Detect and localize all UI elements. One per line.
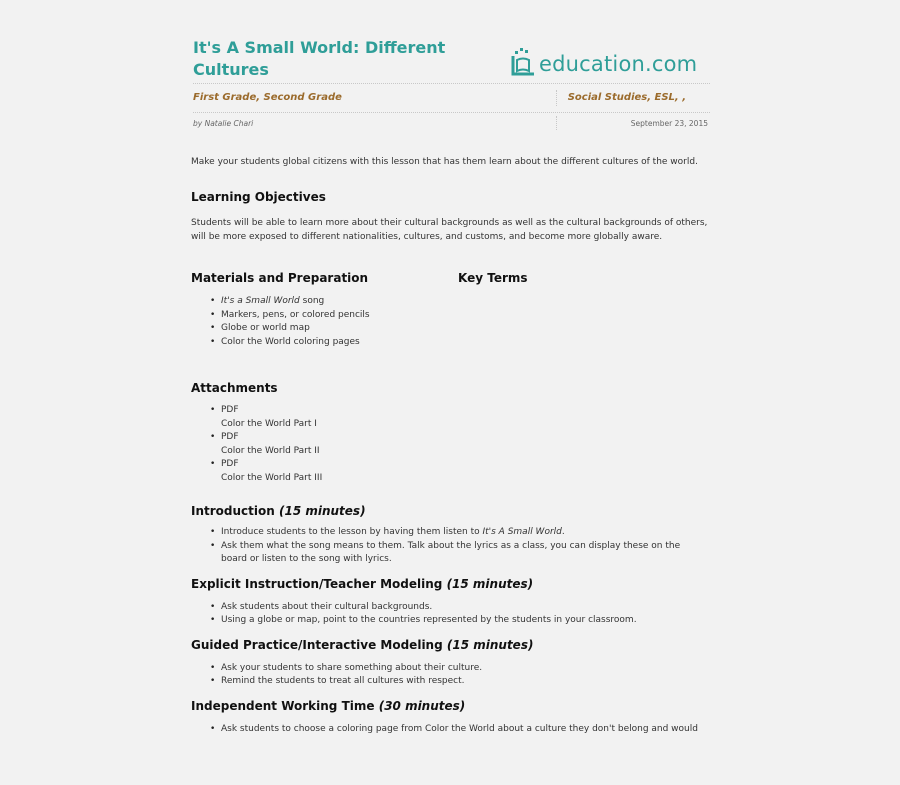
- lesson-content: [191, 155, 711, 736]
- list-item: [221, 675, 711, 689]
- introduction-list: [191, 526, 711, 567]
- list-item-text: song: [299, 296, 325, 306]
- materials-keyterms-row: [191, 270, 711, 349]
- divider: [193, 83, 710, 84]
- logo-text: education.com: [539, 52, 698, 76]
- key-terms-section: [458, 270, 711, 349]
- list-item: [221, 322, 458, 336]
- list-item-text: Ask your students to share something about their culture.: [221, 662, 483, 673]
- materials-list: [191, 295, 458, 349]
- list-item: [221, 614, 711, 628]
- learning-objectives-text: Students will be able to learn more about their cultural backgrounds as well as the cultural backgrounds of others, will be more exposed to different nationalities, cultures, and customs, and become more globally aware.: [191, 218, 708, 242]
- list-item-text: Ask students about their cultural backgrounds.: [221, 601, 433, 612]
- attachment-item[interactable]: [221, 458, 711, 485]
- author: by Natalie Chari: [193, 119, 254, 128]
- attachments-list: [191, 404, 711, 485]
- attachment-type: PDF: [221, 459, 239, 469]
- divider: [556, 90, 557, 106]
- list-item: [221, 309, 458, 323]
- list-item-emphasis: It's A Small World: [482, 527, 562, 537]
- list-item-text: Color the World coloring pages: [221, 336, 360, 347]
- section-title: Introduction: [191, 504, 275, 518]
- divider: [193, 112, 710, 113]
- independent-work-list: [191, 723, 711, 737]
- list-item-text: Globe or world map: [221, 323, 310, 333]
- attachments-heading: Attachments: [191, 381, 278, 395]
- independent-work-heading: [191, 698, 711, 714]
- explicit-instruction-heading: [191, 576, 711, 592]
- list-item-text: Markers, pens, or colored pencils: [221, 309, 370, 320]
- section-time: (30 minutes): [378, 698, 466, 713]
- attachment-type: PDF: [221, 405, 239, 415]
- list-item: [221, 526, 711, 540]
- learning-objectives-heading: Learning Objectives: [191, 190, 326, 204]
- page-title: [193, 37, 483, 81]
- list-item: [221, 336, 458, 350]
- attachment-name[interactable]: Color the World Part II: [221, 445, 320, 456]
- guided-practice-heading: [191, 637, 711, 653]
- intro-text: Make your students global citizens with this lesson that has them learn about the different cultures of the world.: [191, 157, 698, 167]
- title-line-1: It's A Small World: Different: [193, 38, 446, 57]
- list-item: [221, 601, 711, 615]
- divider: [556, 116, 557, 130]
- attachment-type: PDF: [221, 432, 239, 442]
- list-item-emphasis: It's a Small World: [221, 296, 300, 306]
- attachment-item[interactable]: [221, 404, 711, 431]
- list-item-text-end: .: [561, 527, 565, 537]
- grade-levels: First Grade, Second Grade: [193, 92, 342, 103]
- education-logo[interactable]: [507, 44, 697, 76]
- list-item-text: Ask students to choose a coloring page from Color the World about a culture they don't belong and would: [221, 723, 698, 734]
- materials-heading: Materials and Preparation: [191, 271, 369, 285]
- explicit-instruction-list: [191, 601, 711, 628]
- title-line-2: Cultures: [193, 60, 269, 79]
- list-item-text: Introduce students to the lesson by having them listen to: [221, 527, 483, 537]
- section-time: (15 minutes): [278, 504, 366, 518]
- section-title: Independent Working Time: [191, 698, 375, 713]
- list-item: [221, 540, 696, 567]
- section-title: Guided Practice/Interactive Modeling: [191, 637, 443, 652]
- attachment-name[interactable]: Color the World Part I: [221, 418, 317, 429]
- publish-date: September 23, 2015: [630, 119, 708, 128]
- section-time: (15 minutes): [446, 637, 534, 652]
- attachment-item[interactable]: [221, 431, 711, 458]
- list-item: [221, 723, 711, 737]
- section-title: Explicit Instruction/Teacher Modeling: [191, 576, 443, 591]
- list-item-text: Using a globe or map, point to the countries represented by the students in your classroom.: [221, 615, 637, 625]
- guided-practice-list: [191, 662, 711, 689]
- list-item: [221, 662, 711, 676]
- book-reader-icon: [507, 46, 537, 76]
- list-item: [221, 295, 458, 309]
- subjects: Social Studies, ESL, ,: [567, 92, 686, 103]
- list-item-text: Remind the students to treat all cultures with respect.: [221, 676, 465, 686]
- section-time: (15 minutes): [446, 576, 534, 591]
- key-terms-heading: Key Terms: [458, 271, 528, 285]
- introduction-heading: [191, 503, 711, 519]
- list-item-text: Ask them what the song means to them. Talk about the lyrics as a class, you can display these on the board or listen to the song with lyrics.: [221, 540, 681, 564]
- attachment-name[interactable]: Color the World Part III: [221, 472, 323, 483]
- materials-section: [191, 270, 458, 349]
